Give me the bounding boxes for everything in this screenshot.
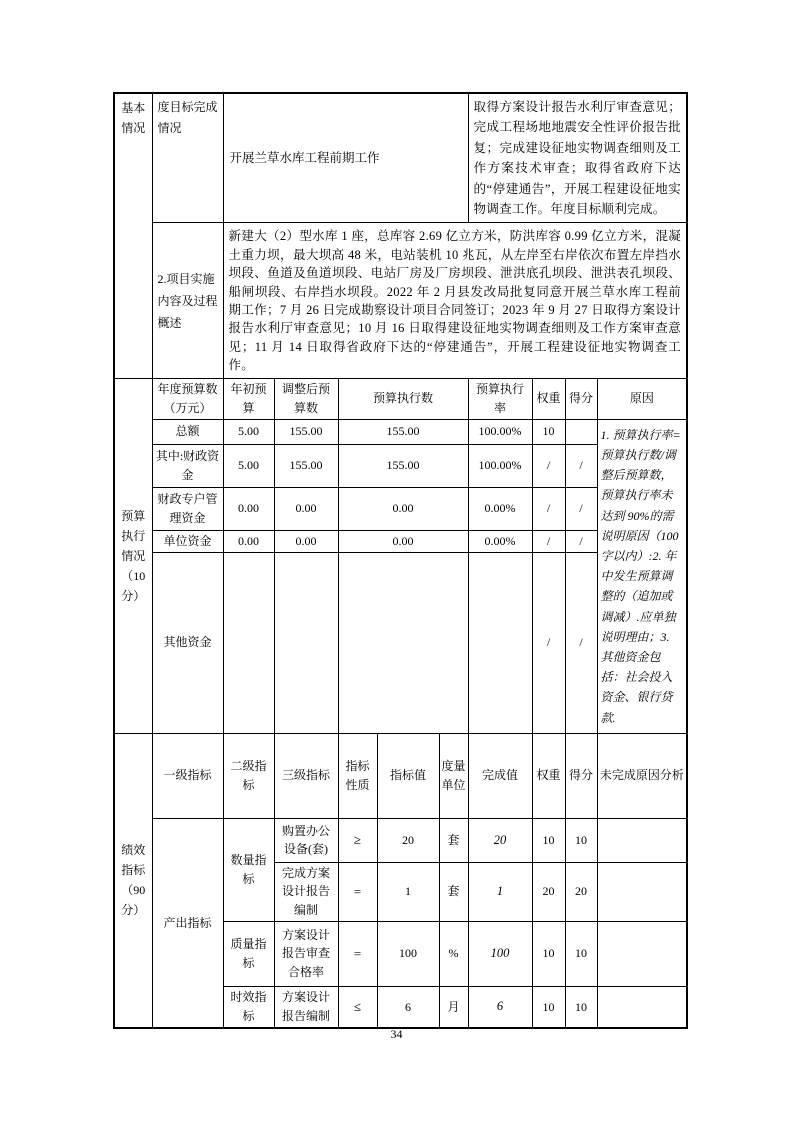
budget-rate-value: [468, 552, 532, 733]
budget-score-value: [565, 419, 597, 444]
budget-weight-value: /: [532, 444, 565, 487]
implementation-row-label: 2.项目实施内容及过程概述: [152, 223, 223, 378]
budget-header-initial: 年初预算: [223, 378, 274, 419]
perf-analysis-value: [597, 818, 687, 862]
perf-level3-indicator: 方案设计报告审查合格率: [274, 921, 338, 986]
annual-goal-completion: 取得方案设计报告水利厅审查意见；完成工程场地地震安全性评价报告批复；完成建设征地实物调查细则及工作方案技术审查；取得省政府下达的“停建通告”，开展工程建设征地实物调查工作。年度目标顺利完成。: [468, 93, 687, 223]
budget-adjusted-value: 155.00: [274, 419, 338, 444]
perf-target-value: 6: [377, 986, 439, 1028]
budget-rate-value: 0.00%: [468, 530, 532, 552]
budget-initial-value: 5.00: [223, 419, 274, 444]
perf-header-unit: 度量单位: [439, 733, 468, 818]
perf-analysis-value: [597, 921, 687, 986]
budget-weight-value: /: [532, 552, 565, 733]
budget-initial-value: 5.00: [223, 444, 274, 487]
perf-score-value: 20: [565, 862, 597, 921]
budget-header-weight: 权重: [532, 378, 565, 419]
performance-header-row: [114, 733, 687, 818]
table-row: [114, 93, 687, 223]
annual-goal-row-label: 度目标完成情况: [152, 93, 223, 223]
budget-weight-value: /: [532, 530, 565, 552]
perf-unit-value: 套: [439, 862, 468, 921]
table-row: [114, 223, 687, 378]
budget-header-executed: 预算执行数: [338, 378, 468, 419]
budget-header-annual: 年度预算数（万元）: [152, 378, 223, 419]
perf-header-target: 指标值: [377, 733, 439, 818]
budget-rate-value: 100.00%: [468, 444, 532, 487]
perf-header-weight: 权重: [532, 733, 565, 818]
perf-level2-quality: 质量指标: [223, 921, 274, 986]
budget-weight-value: 10: [532, 419, 565, 444]
perf-level1-output: 产出指标: [152, 818, 223, 1028]
perf-unit-value: %: [439, 921, 468, 986]
budget-reason-note: 1. 预算执行率=预算执行数/调整后预算数，预算执行率未达到 90%的需说明原因（100 字以内）:2. 年中发生预算调整的（追加或调减）.应单独说明理由；3. 其他资金包括：社会投入资金、银行贷款.: [597, 419, 687, 733]
annual-goal-value: 开展兰草水库工程前期工作: [223, 93, 468, 223]
perf-header-nature: 指标性质: [338, 733, 377, 818]
budget-header-row: [114, 378, 687, 419]
perf-header-level2: 二级指标: [223, 733, 274, 818]
budget-score-value: /: [565, 444, 597, 487]
perf-score-value: 10: [565, 921, 597, 986]
perf-level3-indicator: 完成方案设计报告编制: [274, 862, 338, 921]
budget-row-label: 总额: [152, 419, 223, 444]
section-label-basic-info: 基本情况: [114, 93, 152, 378]
perf-level2-quantity: 数量指标: [223, 818, 274, 921]
budget-header-reason: 原因: [597, 378, 687, 419]
page-number: 34: [390, 1027, 403, 1041]
perf-header-level3: 三级指标: [274, 733, 338, 818]
budget-row-label: 其他资金: [152, 552, 223, 733]
section-label-performance: 绩效指标（90分）: [114, 733, 152, 1028]
perf-nature-value: ≤: [338, 986, 377, 1028]
perf-actual-value: 1: [468, 862, 532, 921]
perf-weight-value: 10: [532, 818, 565, 862]
budget-executed-value: 0.00: [338, 530, 468, 552]
perf-unit-value: 月: [439, 986, 468, 1028]
perf-unit-value: 套: [439, 818, 468, 862]
perf-score-value: 10: [565, 986, 597, 1028]
perf-target-value: 20: [377, 818, 439, 862]
budget-score-value: /: [565, 552, 597, 733]
budget-rate-value: 100.00%: [468, 419, 532, 444]
budget-row-total: [114, 419, 687, 444]
perf-row-equipment: [114, 818, 687, 862]
perf-target-value: 100: [377, 921, 439, 986]
perf-weight-value: 20: [532, 862, 565, 921]
budget-adjusted-value: 0.00: [274, 530, 338, 552]
perf-header-score: 得分: [565, 733, 597, 818]
perf-level2-timeliness: 时效指标: [223, 986, 274, 1028]
perf-analysis-value: [597, 862, 687, 921]
budget-row-label: 财政专户管理资金: [152, 487, 223, 530]
perf-actual-value: 100: [468, 921, 532, 986]
budget-header-adjusted: 调整后预算数: [274, 378, 338, 419]
perf-nature-value: =: [338, 862, 377, 921]
budget-initial-value: 0.00: [223, 487, 274, 530]
section-label-budget: 预算执行情况（10分）: [114, 378, 152, 733]
perf-header-level1: 一级指标: [152, 733, 223, 818]
perf-actual-value: 20: [468, 818, 532, 862]
budget-header-rate: 预算执行率: [468, 378, 532, 419]
budget-header-score: 得分: [565, 378, 597, 419]
budget-initial-value: 0.00: [223, 530, 274, 552]
budget-executed-value: 155.00: [338, 419, 468, 444]
perf-analysis-value: [597, 986, 687, 1028]
budget-adjusted-value: 0.00: [274, 487, 338, 530]
budget-row-label: 其中:财政资金: [152, 444, 223, 487]
implementation-text: 新建大（2）型水库 1 座，总库容 2.69 亿立方米，防洪库容 0.99 亿立方米，混凝土重力坝，最大坝高 48 米，电站装机 10 兆瓦，从左岸至右岸依次布置左岸挡水坝段、鱼道及鱼道坝段、电站厂房及厂房坝段、泄洪底孔坝段、泄洪表孔坝段、船闸坝段、右岸挡水坝段。2022 年 2 月县发改局批复同意开展兰草水库工程前期工作；7 月 26 日完成勘察设计项目合同签订；2023 年 9 月 27 日取得方案设计报告水利厅审查意见；10 月 16 日取得建设征地实物调查细则及工作方案审查意见；11 月 14 日取得省政府下达的“停建通告”，开展工程建设征地实物调查工作。: [223, 223, 687, 378]
perf-score-value: 10: [565, 818, 597, 862]
budget-row-label: 单位资金: [152, 530, 223, 552]
budget-rate-value: 0.00%: [468, 487, 532, 530]
perf-actual-value: 6: [468, 986, 532, 1028]
perf-nature-value: ≥: [338, 818, 377, 862]
budget-executed-value: [338, 552, 468, 733]
perf-nature-value: =: [338, 921, 377, 986]
perf-level3-indicator: 购置办公设备(套): [274, 818, 338, 862]
perf-level3-indicator: 方案设计报告编制: [274, 986, 338, 1028]
perf-header-analysis: 未完成原因分析: [597, 733, 687, 818]
budget-weight-value: /: [532, 487, 565, 530]
budget-executed-value: 155.00: [338, 444, 468, 487]
budget-score-value: /: [565, 530, 597, 552]
budget-adjusted-value: [274, 552, 338, 733]
perf-target-value: 1: [377, 862, 439, 921]
perf-weight-value: 10: [532, 921, 565, 986]
budget-executed-value: 0.00: [338, 487, 468, 530]
budget-initial-value: [223, 552, 274, 733]
budget-adjusted-value: 155.00: [274, 444, 338, 487]
performance-report-table: [113, 92, 688, 1029]
perf-weight-value: 10: [532, 986, 565, 1028]
perf-header-actual: 完成值: [468, 733, 532, 818]
budget-score-value: /: [565, 487, 597, 530]
